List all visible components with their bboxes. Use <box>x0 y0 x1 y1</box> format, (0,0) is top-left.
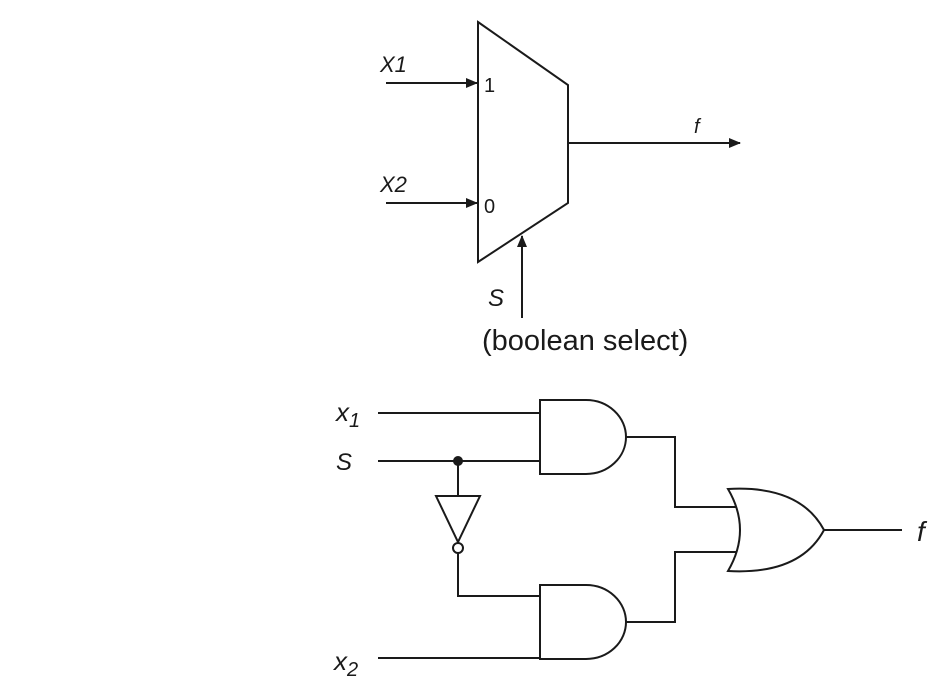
gate-input-x1-label <box>334 397 360 432</box>
gate-circuit <box>332 397 928 681</box>
gate-and-bottom-output-wire <box>626 552 736 622</box>
mux-port-0-label: 0 <box>484 196 496 218</box>
mux-input-x2-label: X2 <box>380 172 407 197</box>
gate-and-top-output-wire <box>626 437 736 507</box>
mux-port-1-label: 1 <box>484 75 496 97</box>
gate-input-s-label: S <box>336 449 353 476</box>
mux-diagram <box>379 22 740 357</box>
mux-select-label: S <box>488 285 505 312</box>
mux-input-x1-label: X1 <box>380 52 407 77</box>
gate-input-x1-sub: 1 <box>349 410 361 432</box>
gate-input-x2-label <box>332 646 358 681</box>
and-gate-bottom <box>540 585 626 659</box>
gate-input-x2-sub: 2 <box>347 659 359 681</box>
gate-input-x1-base: x <box>336 397 349 427</box>
not-gate <box>436 496 480 542</box>
mux-body <box>478 22 568 262</box>
or-gate <box>728 489 824 572</box>
and-gate-top <box>540 400 626 474</box>
mux-select-caption: (boolean select) <box>482 325 689 357</box>
mux-output-label: f <box>694 116 700 138</box>
gate-input-x2-base: x <box>334 646 347 676</box>
gate-output-label: f <box>917 516 925 547</box>
gate-inverter-output-wire <box>458 553 540 596</box>
not-gate-bubble <box>453 543 463 553</box>
